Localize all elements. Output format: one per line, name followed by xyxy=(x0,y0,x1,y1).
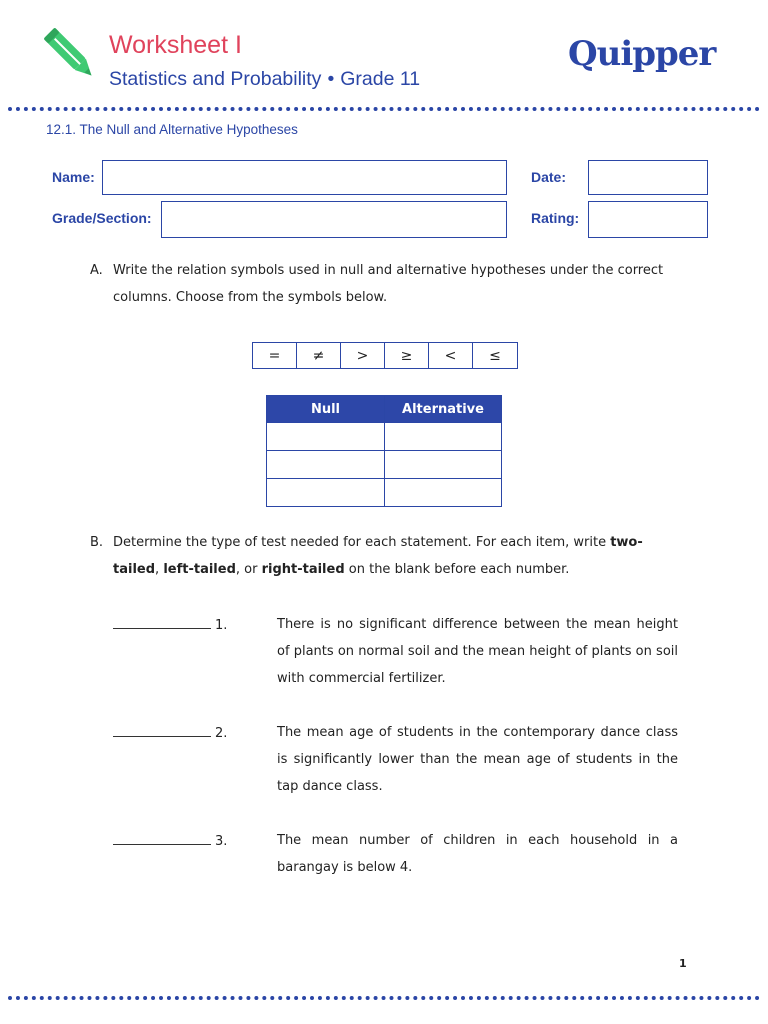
symbol-cell: ≤ xyxy=(489,347,501,364)
table-row xyxy=(267,451,502,479)
symbol-cell: ≠ xyxy=(297,343,341,368)
part-b-marker: B. xyxy=(90,535,104,550)
null-answer-cell[interactable] xyxy=(267,451,385,479)
worksheet-subtitle xyxy=(109,68,420,91)
date-label: Date: xyxy=(531,169,567,185)
instruction-end: on the blank before each number. xyxy=(344,562,570,577)
date-field[interactable] xyxy=(588,160,708,195)
part-b-instruction xyxy=(113,529,683,583)
header-divider xyxy=(8,107,760,111)
symbol-cell: ≥ xyxy=(385,343,429,368)
instruction-comma: , xyxy=(155,562,160,577)
null-column-header: Null xyxy=(267,396,385,423)
subject-label: Statistics and Probability xyxy=(109,68,322,90)
part-a-marker: A. xyxy=(90,263,103,278)
lesson-title: 12.1. The Null and Alternative Hypotheses xyxy=(46,122,298,137)
symbol-cell: = xyxy=(253,343,297,368)
right-tailed-term: right-tailed xyxy=(261,562,345,577)
grade-label: Grade 11 xyxy=(340,68,421,90)
worksheet-title: Worksheet I xyxy=(109,31,242,59)
null-answer-cell[interactable] xyxy=(267,479,385,507)
item-2-blank xyxy=(113,725,227,741)
answer-blank[interactable] xyxy=(113,833,211,845)
item-2-statement: The mean age of students in the contemporary dance class is significantly lower than the mean age of students in the tap dance class. xyxy=(277,725,678,794)
two-tailed-term: two-tailed xyxy=(113,535,643,577)
item-1-statement: There is no significant difference between the mean height of plants on normal soil and the mean height of plants on soil with commercial fertilizer. xyxy=(277,617,678,686)
subtitle-separator: • xyxy=(327,68,335,90)
alternative-answer-cell[interactable] xyxy=(385,423,502,451)
item-number: 3. xyxy=(215,834,228,849)
symbol-choices xyxy=(252,342,518,369)
hypothesis-table xyxy=(266,395,502,507)
item-1-blank xyxy=(113,617,227,633)
grade-section-label: Grade/Section: xyxy=(52,210,152,226)
table-row xyxy=(267,423,502,451)
left-tailed-term: left-tailed xyxy=(163,562,236,577)
answer-blank[interactable] xyxy=(113,725,211,737)
symbol-cell: > xyxy=(341,343,385,368)
item-3-statement: The mean number of children in each household in a barangay is below 4. xyxy=(277,833,678,875)
page-number: 1 xyxy=(679,957,687,970)
footer-divider xyxy=(8,996,760,1000)
item-3-blank xyxy=(113,833,227,849)
grade-section-field[interactable] xyxy=(161,201,507,238)
symbol-cell: < xyxy=(429,343,473,368)
answer-blank[interactable] xyxy=(113,617,211,629)
item-number: 1. xyxy=(215,618,228,633)
rating-label: Rating: xyxy=(531,210,580,226)
brand-logo: Quipper xyxy=(568,34,716,74)
rating-field[interactable] xyxy=(588,201,708,238)
item-number: 2. xyxy=(215,726,228,741)
instruction-text: Determine the type of test needed for each statement. For each item, write xyxy=(113,535,611,550)
part-a-instruction: Write the relation symbols used in null and alternative hypotheses under the correct columns. Choose from the symbols below. xyxy=(113,263,664,305)
instruction-or: , or xyxy=(235,562,262,577)
table-row xyxy=(267,479,502,507)
name-label: Name: xyxy=(52,169,95,185)
alternative-answer-cell[interactable] xyxy=(385,479,502,507)
alternative-answer-cell[interactable] xyxy=(385,451,502,479)
pencil-icon xyxy=(44,26,98,84)
alternative-column-header: Alternative xyxy=(385,396,502,423)
name-field[interactable] xyxy=(102,160,507,195)
null-answer-cell[interactable] xyxy=(267,423,385,451)
